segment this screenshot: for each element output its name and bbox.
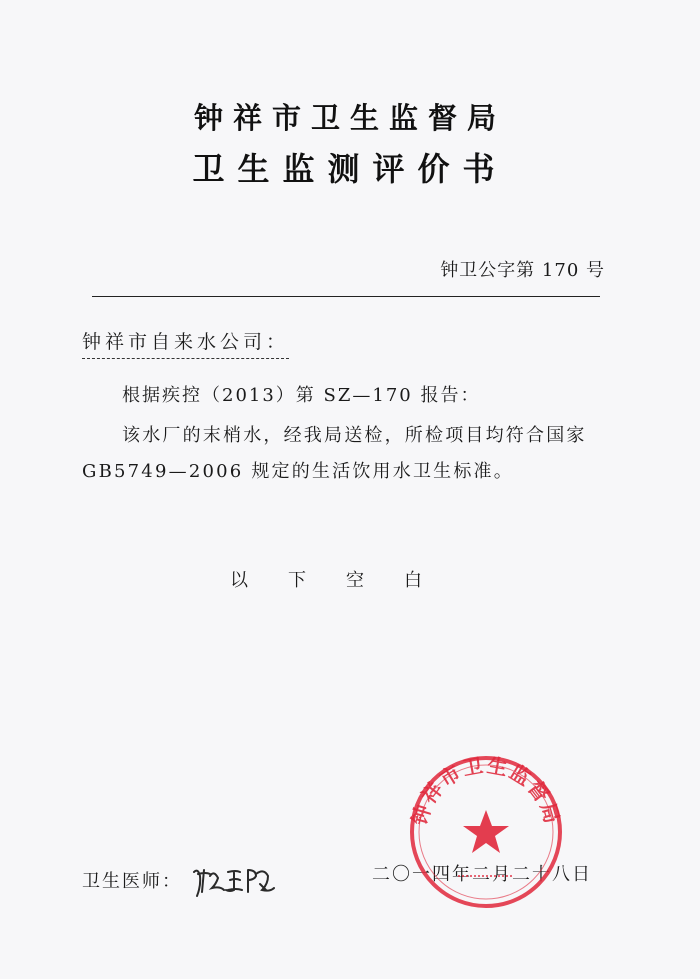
document-number: 钟卫公字第 170 号 <box>440 260 605 281</box>
handwritten-signature <box>188 862 280 898</box>
document-type-title: 卫生监测评价书 <box>192 150 508 188</box>
blank-notice-char: 空 <box>346 570 364 591</box>
blank-below-notice <box>230 566 422 592</box>
issue-date: 二〇一四年二月二十八日 <box>372 864 592 885</box>
evaluation-paragraph: 该水厂的末梢水，经我局送检，所检项目均符合国家 GB5749—2006 规定的生活饮用水卫生标准。 <box>82 425 587 482</box>
header-divider <box>92 296 600 297</box>
seal-text: 钟祥市卫生监督局 <box>407 752 565 828</box>
blank-notice-char: 以 <box>230 570 248 591</box>
signer-block <box>82 862 280 898</box>
report-reference: 根据疾控（2013）第 SZ—170 报告： <box>122 385 481 406</box>
signer-label: 卫生医师： <box>82 871 182 892</box>
addressee: 钟祥市自来水公司： <box>82 327 289 359</box>
star-icon <box>463 810 509 853</box>
agency-title: 钟祥市卫生监督局 <box>193 101 506 135</box>
official-seal <box>406 752 566 912</box>
blank-notice-char: 下 <box>288 570 306 591</box>
blank-notice-char: 白 <box>404 570 422 591</box>
